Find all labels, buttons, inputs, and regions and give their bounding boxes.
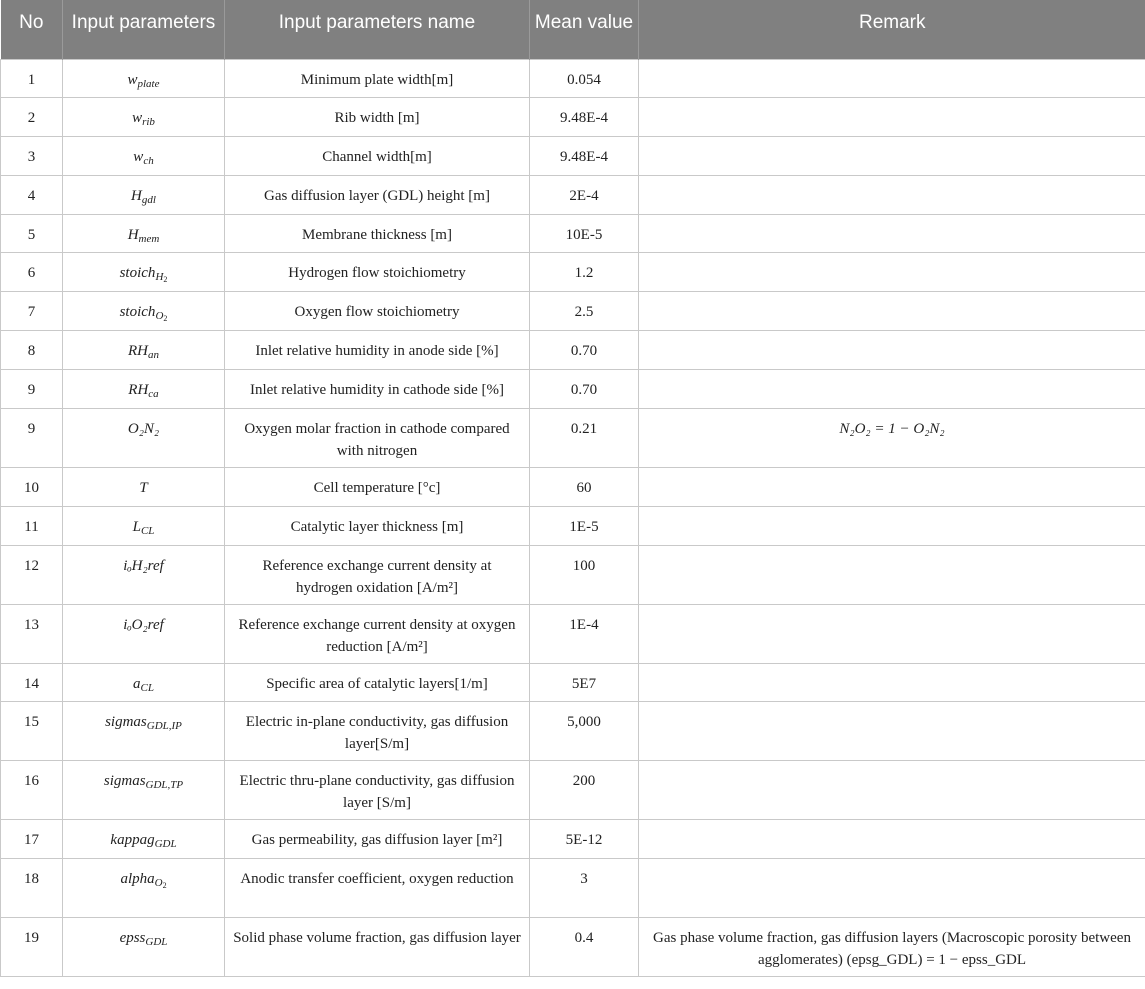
table-row [1, 820, 1145, 859]
cell-name: Oxygen flow stoichiometry [225, 292, 530, 331]
symbol-sub: GDL [154, 838, 177, 851]
symbol-text: O₂N₂ [127, 421, 160, 438]
cell-no: 2 [1, 98, 63, 137]
symbol-base: stoich [119, 304, 156, 321]
cell-no: 5 [1, 214, 63, 253]
cell-symbol [63, 663, 225, 702]
header-input-parameters: Input parameters [63, 0, 225, 59]
cell-name: Reference exchange current density at oxygen reduction [A/m²] [225, 604, 530, 663]
cell-name: Membrane thickness [m] [225, 214, 530, 253]
cell-symbol [63, 918, 225, 977]
cell-value: 3 [530, 859, 639, 918]
cell-name: Rib width [m] [225, 98, 530, 137]
cell-no: 3 [1, 137, 63, 176]
cell-no: 18 [1, 859, 63, 918]
symbol-sub: GDL [145, 936, 168, 949]
cell-no: 12 [1, 545, 63, 604]
cell-symbol [63, 761, 225, 820]
symbol-base: stoich [119, 265, 156, 282]
cell-symbol [63, 409, 225, 468]
table-row [1, 409, 1145, 468]
symbol-base: kappag [110, 832, 155, 849]
symbol-sub: H [155, 271, 164, 284]
cell-value: 0.21 [530, 409, 639, 468]
cell-remark [639, 98, 1145, 137]
cell-remark [639, 214, 1145, 253]
cell-remark [639, 59, 1145, 98]
symbol-base: sigmas [103, 773, 146, 790]
symbol-sub: O [154, 877, 163, 890]
cell-remark [639, 253, 1145, 292]
cell-value: 5E7 [530, 663, 639, 702]
cell-name: Anodic transfer coefficient, oxygen reduction [225, 859, 530, 918]
symbol-base: T [139, 480, 148, 497]
cell-remark [639, 175, 1145, 214]
symbol-subsub: 2 [162, 881, 167, 891]
symbol-text: iₒH₂ref [123, 557, 164, 574]
cell-symbol [63, 820, 225, 859]
cell-remark [639, 331, 1145, 370]
table-row [1, 98, 1145, 137]
cell-symbol [63, 98, 225, 137]
cell-remark [639, 702, 1145, 761]
symbol-base: sigmas [105, 714, 147, 731]
table-body [1, 59, 1145, 977]
symbol-subsub: 2 [163, 275, 168, 285]
cell-name: Oxygen molar fraction in cathode compared with nitrogen [225, 409, 530, 468]
symbol-base: alpha [120, 871, 155, 888]
header-row [1, 0, 1145, 59]
cell-value: 5,000 [530, 702, 639, 761]
cell-value: 1.2 [530, 253, 639, 292]
symbol-subsub: 2 [163, 314, 168, 324]
symbol-sub: plate [137, 77, 160, 90]
table-row [1, 859, 1145, 918]
cell-symbol [63, 331, 225, 370]
cell-symbol [63, 175, 225, 214]
cell-symbol [63, 253, 225, 292]
header-mean-value: Mean value [530, 0, 639, 59]
table-row [1, 331, 1145, 370]
cell-value: 0.70 [530, 370, 639, 409]
table-row [1, 702, 1145, 761]
symbol-base: RH [128, 382, 149, 399]
symbol-base: H [131, 187, 142, 204]
cell-name: Hydrogen flow stoichiometry [225, 253, 530, 292]
cell-name: Inlet relative humidity in anode side [%] [225, 331, 530, 370]
cell-value: 1E-4 [530, 604, 639, 663]
table-row [1, 370, 1145, 409]
table-row [1, 468, 1145, 507]
cell-no: 7 [1, 292, 63, 331]
cell-name: Catalytic layer thickness [m] [225, 506, 530, 545]
cell-name: Inlet relative humidity in cathode side [%] [225, 370, 530, 409]
cell-value: 10E-5 [530, 214, 639, 253]
cell-symbol [63, 292, 225, 331]
symbol-sub: ch [143, 155, 154, 168]
table-row [1, 761, 1145, 820]
cell-no: 6 [1, 253, 63, 292]
table-row [1, 253, 1145, 292]
cell-remark [639, 370, 1145, 409]
cell-symbol [63, 370, 225, 409]
cell-remark [639, 859, 1145, 918]
cell-remark [639, 292, 1145, 331]
symbol-sub: rib [142, 116, 155, 129]
table-row [1, 545, 1145, 604]
cell-name: Cell temperature [°c] [225, 468, 530, 507]
cell-name: Channel width[m] [225, 137, 530, 176]
header-no: No [1, 0, 63, 59]
header-input-parameters-name: Input parameters name [225, 0, 530, 59]
cell-value: 9.48E-4 [530, 137, 639, 176]
symbol-base: w [127, 71, 138, 88]
cell-value: 200 [530, 761, 639, 820]
cell-no: 9 [1, 370, 63, 409]
symbol-sub: gdl [141, 193, 156, 206]
cell-remark: Gas phase volume fraction, gas diffusion layers (Macroscopic porosity between agglomerates) (epsg_GDL) = 1 − epss_GDL [639, 918, 1145, 977]
symbol-base: L [132, 518, 141, 535]
cell-value: 100 [530, 545, 639, 604]
cell-value: 0.054 [530, 59, 639, 98]
cell-value: 2.5 [530, 292, 639, 331]
cell-name: Electric in-plane conductivity, gas diffusion layer[S/m] [225, 702, 530, 761]
cell-no: 17 [1, 820, 63, 859]
cell-remark [639, 409, 1145, 468]
table-row [1, 175, 1145, 214]
symbol-text: iₒO₂ref [123, 616, 164, 633]
cell-no: 9 [1, 409, 63, 468]
symbol-base: a [133, 675, 141, 692]
cell-name: Solid phase volume fraction, gas diffusion layer [225, 918, 530, 977]
cell-no: 10 [1, 468, 63, 507]
cell-symbol [63, 545, 225, 604]
table-row [1, 918, 1145, 977]
cell-no: 19 [1, 918, 63, 977]
cell-value: 9.48E-4 [530, 98, 639, 137]
cell-value: 1E-5 [530, 506, 639, 545]
table-row [1, 137, 1145, 176]
symbol-base: RH [128, 343, 148, 360]
symbol-base: epss [119, 930, 146, 947]
table-row [1, 292, 1145, 331]
cell-no: 15 [1, 702, 63, 761]
table-row [1, 214, 1145, 253]
cell-symbol [63, 604, 225, 663]
cell-remark [639, 604, 1145, 663]
table-row [1, 663, 1145, 702]
cell-no: 16 [1, 761, 63, 820]
remark-formula: N₂O₂ = 1 − O₂N₂ [839, 421, 945, 438]
table-row [1, 604, 1145, 663]
symbol-base: H [127, 226, 139, 243]
cell-symbol [63, 506, 225, 545]
cell-no: 13 [1, 604, 63, 663]
symbol-sub: mem [138, 232, 160, 245]
cell-value: 0.4 [530, 918, 639, 977]
cell-symbol [63, 702, 225, 761]
cell-remark [639, 663, 1145, 702]
cell-remark [639, 468, 1145, 507]
cell-remark [639, 137, 1145, 176]
cell-remark [639, 506, 1145, 545]
cell-name: Reference exchange current density at hydrogen oxidation [A/m²] [225, 545, 530, 604]
table-header [1, 0, 1145, 59]
cell-no: 14 [1, 663, 63, 702]
table-row [1, 506, 1145, 545]
cell-no: 4 [1, 175, 63, 214]
cell-name: Gas diffusion layer (GDL) height [m] [225, 175, 530, 214]
symbol-sub: an [148, 349, 159, 362]
cell-no: 1 [1, 59, 63, 98]
cell-symbol [63, 137, 225, 176]
cell-value: 5E-12 [530, 820, 639, 859]
cell-symbol [63, 468, 225, 507]
symbol-sub: CL [140, 681, 154, 694]
cell-value: 60 [530, 468, 639, 507]
cell-name: Electric thru-plane conductivity, gas diffusion layer [S/m] [225, 761, 530, 820]
cell-name: Specific area of catalytic layers[1/m] [225, 663, 530, 702]
cell-value: 2E-4 [530, 175, 639, 214]
cell-no: 8 [1, 331, 63, 370]
cell-symbol [63, 59, 225, 98]
cell-remark [639, 545, 1145, 604]
cell-no: 11 [1, 506, 63, 545]
cell-symbol [63, 214, 225, 253]
symbol-sub: GDL,IP [146, 720, 182, 733]
symbol-base: w [133, 149, 144, 166]
symbol-sub: O [155, 310, 164, 323]
header-remark: Remark [639, 0, 1145, 59]
cell-name: Gas permeability, gas diffusion layer [m²] [225, 820, 530, 859]
cell-name: Minimum plate width[m] [225, 59, 530, 98]
symbol-sub: ca [148, 388, 159, 401]
symbol-base: w [132, 110, 143, 127]
symbol-sub: GDL,TP [145, 779, 184, 792]
cell-remark [639, 820, 1145, 859]
cell-symbol [63, 859, 225, 918]
table-row [1, 59, 1145, 98]
cell-remark [639, 761, 1145, 820]
symbol-sub: CL [140, 524, 155, 537]
cell-value: 0.70 [530, 331, 639, 370]
